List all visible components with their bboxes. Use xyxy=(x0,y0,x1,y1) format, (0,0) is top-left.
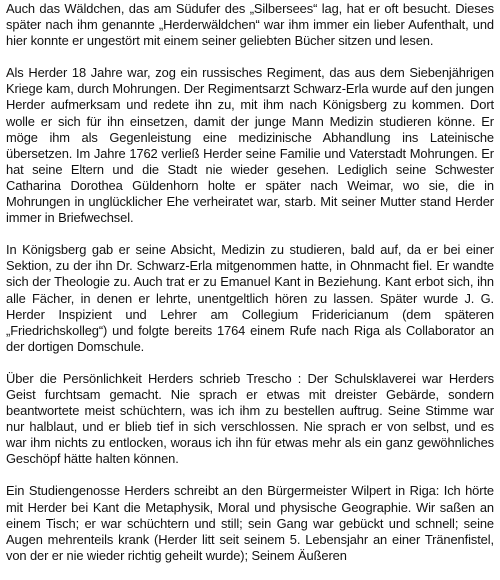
paragraph-koenigsberg: In Königsberg gab er seine Absicht, Medizin zu studieren, bald auf, da er bei einer Sektion, zu der ihn Dr. Schwarz-Erla mitgenommen hatte, in Ohnmacht fiel. Er wandte sich der Theologie zu. Auch trat er zu Emanuel Kant in Beziehung. Kant erbot sich, ihn alle Fächer, in denen er lehrte, unentgeltlich hören zu lassen. Später wurde J. G. Herder Inspizient und Lehrer am Collegium Fridericianum (dem späteren „Friedrichskolleg“) und folgte bereits 1764 einem Rufe nach Riga als Collaborator an der dortigen Domschule. xyxy=(6,242,494,354)
paragraph-studiengenosse: Ein Studiengenosse Herders schreibt an den Bürgermeister Wilpert in Riga: Ich hörte mit Herder bei Kant die Metaphysik, Moral und physische Geographie. Wir saßen an einem Tisch; er war schüchtern und still; sein Gang war gebückt und schnell; seine Augen mehrenteils krank (Herder litt seit seinem 5. Lebensjahr an einer Tränenfistel, von der er nie wieder richtig geheilt wurde); Seinem Äußeren xyxy=(6,483,494,563)
paragraph-trescho-personality: Über die Persönlichkeit Herders schrieb Trescho : Der Schulsklaverei war Herders Geist furchtsam gemacht. Nie sprach er etwas mit dreister Gebärde, sondern beantwortete meist schüchtern, was ich ihm zu bestellen auftrug. Seine Stimme war nur halblaut, und er blieb tief in sich verschlossen. Nie sprach er von selbst, und es war ihm nichts zu entlocken, woraus ich ihn für etwas mehr als ein ganz gewöhnliches Geschöpf hätte halten können. xyxy=(6,370,494,467)
document-page xyxy=(6,1,494,580)
paragraph-departure-mohrungen: Als Herder 18 Jahre war, zog ein russisches Regiment, das aus dem Siebenjährigen Kriege kam, durch Mohrungen. Der Regimentsarzt Schwarz-Erla wurde auf den jungen Herder aufmerksam und redete ihn zu, mit ihm nach Königsberg zu kommen. Dort wolle er sich für ihn einsetzen, damit der junge Mann Medizin studieren könne. Er möge ihm als Gegenleistung eine medizinische Abhandlung ins Lateinische übersetzen. Im Jahre 1762 verließ Herder seine Familie und Vaterstadt Mohrungen. Er hat seine Eltern und die Stadt nie wieder gesehen. Lediglich seine Schwester Catharina Dorothea Güldenhorn holte er später nach Weimar, wo sie, die in Mohrungen in unglücklicher Ehe verheiratet war, starb. Mit seiner Mutter stand Herder immer in Briefwechsel. xyxy=(6,65,494,226)
paragraph-herderwaeldchen: Auch das Wäldchen, das am Südufer des „Silbersees“ lag, hat er oft besucht. Dieses später nach ihm genannte „Herderwäldchen“ war ihm immer ein lieber Aufenthalt, und hier konnte er ungestört mit einem seiner geliebten Bücher sitzen und lesen. xyxy=(6,1,494,49)
